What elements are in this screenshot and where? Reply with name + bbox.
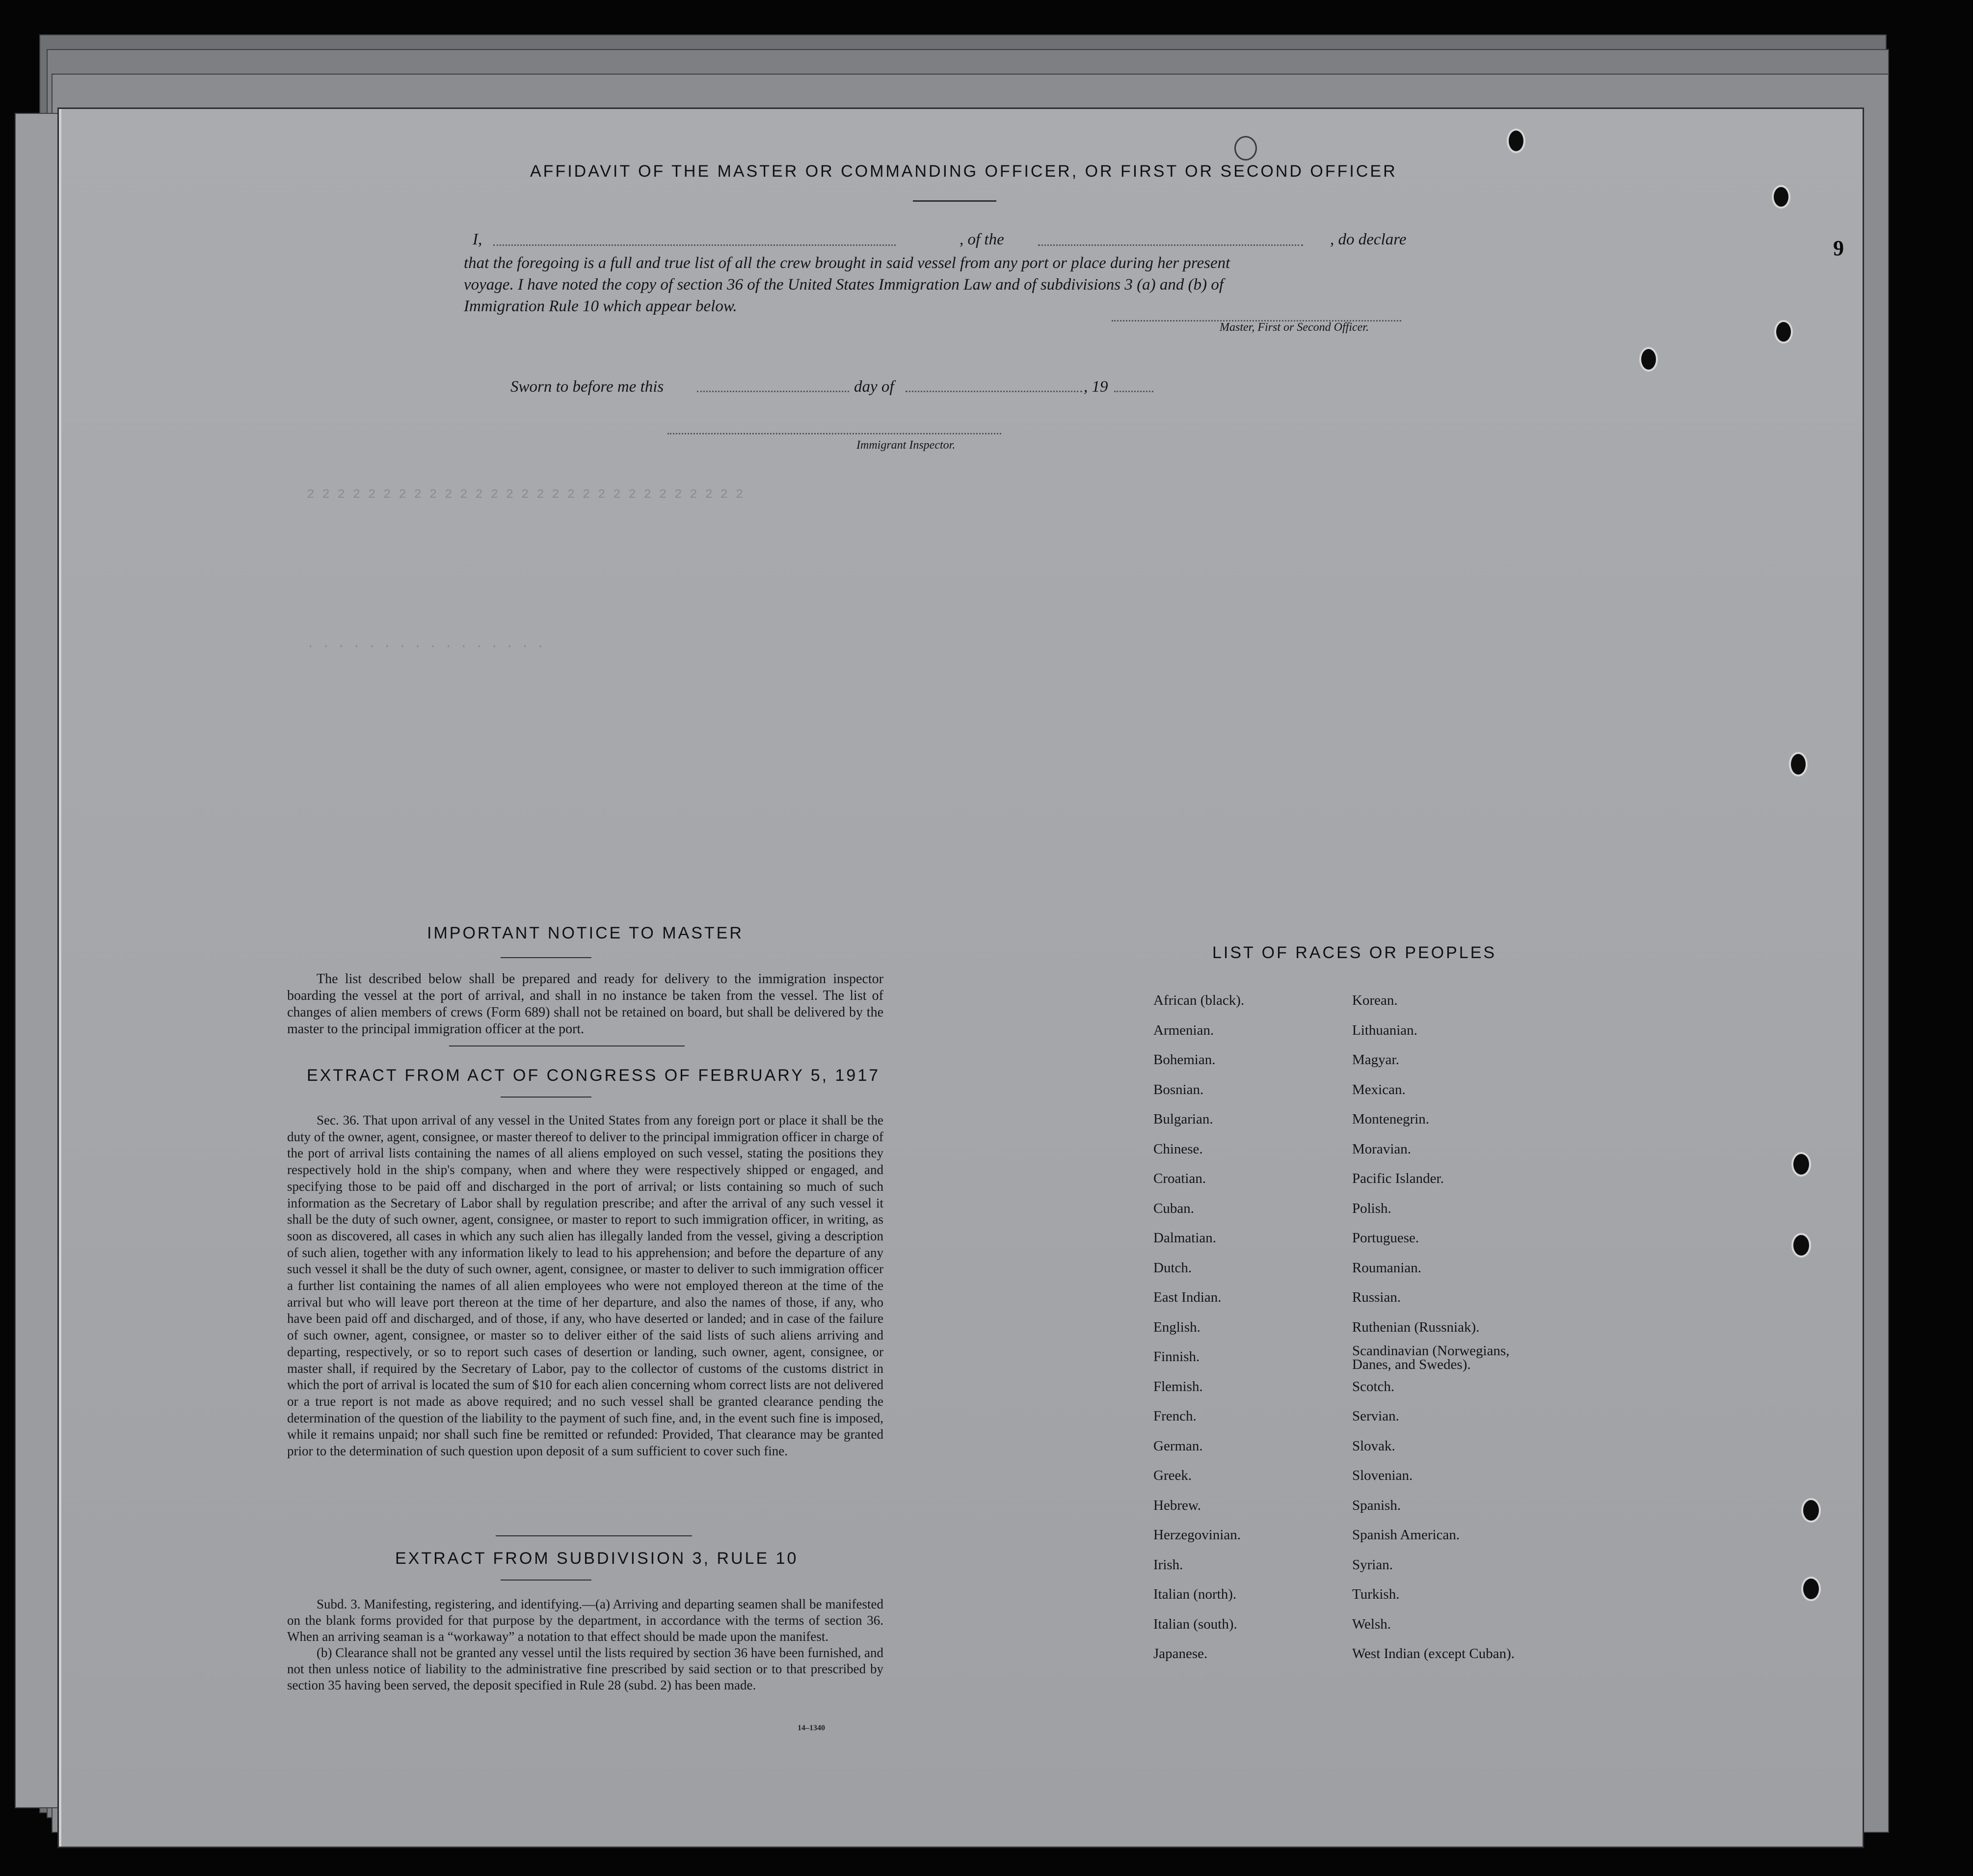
notice-heading: IMPORTANT NOTICE TO MASTER [427, 924, 744, 942]
master-signature-label: Master, First or Second Officer. [1220, 321, 1369, 334]
race-item: Chinese. [1153, 1141, 1203, 1157]
vessel-name-field[interactable] [1038, 244, 1303, 246]
race-item: Bulgarian. [1153, 1111, 1213, 1127]
inspector-label: Immigrant Inspector. [856, 439, 956, 452]
binder-hole [1801, 1498, 1821, 1523]
affidavit-line-4: Immigration Rule 10 which appear below. [464, 297, 737, 315]
race-item: German. [1153, 1438, 1203, 1454]
rule-heading-rule [501, 1580, 591, 1581]
binder-hole [1772, 185, 1790, 209]
act-separator [496, 1535, 692, 1536]
bleed-through-text: · · · · · · · · · · · · · · · · [307, 639, 544, 654]
rule-text [287, 1596, 883, 1693]
race-item: Montenegrin. [1352, 1111, 1430, 1127]
declarant-label: I, [473, 231, 482, 248]
binder-hole [1791, 1233, 1811, 1258]
race-item: Herzegovinian. [1153, 1527, 1241, 1543]
act-heading-rule [501, 1097, 591, 1098]
binder-hole [1639, 347, 1658, 372]
affidavit-heading: AFFIDAVIT OF THE MASTER OR COMMANDING OFFICER, OR FIRST OR SECOND OFFICER [530, 162, 1397, 181]
rule-heading: EXTRACT FROM SUBDIVISION 3, RULE 10 [395, 1549, 799, 1568]
act-heading: EXTRACT FROM ACT OF CONGRESS OF FEBRUARY 5, 1917 [307, 1066, 880, 1085]
binder-hole [1774, 320, 1793, 344]
sworn-year-field[interactable] [1114, 391, 1153, 392]
sworn-month-field[interactable] [906, 391, 1082, 392]
affidavit-line-2: that the foregoing is a full and true list of all the crew brought in said vessel from any port or place during her present [464, 254, 1230, 272]
race-item: Magyar. [1352, 1052, 1399, 1068]
binder-hole [1801, 1577, 1821, 1601]
race-item: French. [1153, 1408, 1197, 1424]
form-number: 14–1340 [798, 1724, 825, 1732]
race-item: Polish. [1352, 1200, 1391, 1216]
race-item: Dalmatian. [1153, 1230, 1217, 1246]
race-item: Japanese. [1153, 1646, 1208, 1662]
race-item: Croatian. [1153, 1171, 1206, 1186]
race-item: Scotch. [1352, 1378, 1395, 1394]
binder-hole [1507, 129, 1525, 153]
race-item: Portuguese. [1352, 1230, 1419, 1246]
race-item: Ruthenian (Russniak). [1352, 1319, 1480, 1335]
year-label: , 19 [1084, 378, 1108, 396]
race-item: Dutch. [1153, 1260, 1192, 1276]
notice-heading-rule [501, 957, 591, 958]
bleed-through-text: 2 2 2 2 2 2 2 2 2 2 2 2 2 2 2 2 2 2 2 2 2 2 2 2 2 2 2 2 2 [307, 487, 744, 502]
sworn-day-field[interactable] [697, 391, 849, 392]
race-item: East Indian. [1153, 1289, 1222, 1305]
race-item: Italian (north). [1153, 1586, 1237, 1602]
race-item: Russian. [1352, 1289, 1401, 1305]
day-of-label: day of [854, 378, 894, 396]
race-item: Roumanian. [1352, 1260, 1421, 1276]
race-item: Greek. [1153, 1468, 1192, 1483]
act-text [287, 1112, 883, 1460]
race-item: Bohemian. [1153, 1052, 1216, 1068]
race-item: Moravian. [1352, 1141, 1411, 1157]
race-item: Irish. [1153, 1556, 1183, 1573]
race-item: Bosnian. [1153, 1081, 1204, 1098]
vessel-of-label: , of the [960, 231, 1004, 248]
affidavit-line-3: voyage. I have noted the copy of section 36 of the United States Immigration Law and of subdivisions 3 (a) and (b) of [464, 276, 1224, 294]
race-item: Mexican. [1352, 1081, 1406, 1098]
races-heading: LIST OF RACES OR PEOPLES [1212, 943, 1497, 962]
document-page [59, 109, 1863, 1847]
race-item: African (black). [1153, 992, 1245, 1008]
race-item: Welsh. [1352, 1616, 1391, 1632]
sworn-label: Sworn to before me this [510, 378, 664, 396]
race-item: Armenian. [1153, 1022, 1214, 1038]
declare-label: , do declare [1330, 231, 1407, 248]
race-item: Pacific Islander. [1352, 1171, 1444, 1186]
race-item: Slovenian. [1352, 1468, 1413, 1483]
notice-paragraph: The list described below shall be prepared and ready for delivery to the immigration inspector boarding the vessel at the port of arrival, and shall in no instance be taken from the vessel. The list of changes of alien members of crews (Form 689) shall not be retained on board, but shall be delivered by the master to the principal immigration officer at the port. [287, 971, 883, 1037]
act-paragraph: Sec. 36. That upon arrival of any vessel in the United States from any foreign port or place it shall be the duty of the owner, agent, consignee, or master thereof to deliver to the principal immigration officer in charge of the port of arrival lists containing the names of all aliens employed on such vessel, stating the positions they respectively hold in the ship's company, when and where they were respectively shipped or engaged, and specifying those to be paid off and discharged in the port of arrival; or lists containing so much of such information as the Secretary of Labor shall by regulation prescribe; and after the arrival of any such vessel it shall be the duty of such owner, agent, consignee, or master to report to such immigration officer, in writing, as soon as discovered, all cases in which any such alien has illegally landed from the vessel, giving a description of such alien, together with any information likely to lead to his apprehension; and before the departure of any such vessel it shall be the duty of such owner, agent, consignee, or master to deliver to such immigration officer a further list containing the names of all alien employees who were not employed thereon at the time of the arrival but who will leave port thereon at the time of her departure, and also the names of those, if any, who have been paid off and discharged, and of those, if any, who have deserted or landed; and in case of the failure of such owner, agent, consignee, or master so to deliver either of the said lists of such aliens arriving and departing, respectively, or so to report such cases of desertion or landing, such owner, agent, consignee, or master shall, if required by the Secretary of Labor, pay to the collector of customs of the customs district in which the port of arrival is located the sum of $10 for each alien concerning whom correct lists are not delivered or a true report is not made as above required; and no such vessel shall be granted clearance pending the determination of the question of the liability to the payment of such fine, and, in the event such fine is imposed, while it remains unpaid; nor shall such fine be remitted or refunded: Provided, That clearance may be granted prior to the determination of such question upon deposit of a sum sufficient to cover such fine. [287, 1113, 883, 1459]
declarant-name-field[interactable] [493, 244, 896, 246]
race-item: Finnish. [1153, 1349, 1200, 1365]
notice-text [287, 971, 883, 1038]
race-item: Scandinavian (Norwegians, Danes, and Swedes). [1352, 1343, 1510, 1372]
rule-paragraph-a: Subd. 3. Manifesting, registering, and identifying.—(a) Arriving and departing seamen shall be manifested on the blank forms provided for that purpose by the department, in accordance with the terms of section 36. When an arriving seaman is a “workaway” a notation to that effect should be made upon the manifest. [287, 1597, 883, 1644]
race-item: Syrian. [1352, 1556, 1393, 1573]
race-item: Flemish. [1153, 1378, 1203, 1394]
binder-hole [1791, 1152, 1811, 1177]
binder-hole [1789, 752, 1808, 777]
race-item: Servian. [1352, 1408, 1399, 1424]
race-item: Cuban. [1153, 1200, 1194, 1216]
race-item: West Indian (except Cuban). [1352, 1646, 1515, 1662]
race-item: Hebrew. [1153, 1497, 1201, 1513]
affidavit-heading-rule [913, 200, 996, 202]
notice-separator [449, 1045, 685, 1046]
race-item: Spanish. [1352, 1497, 1401, 1513]
rule-paragraph-b: (b) Clearance shall not be granted any vessel until the lists required by section 36 have been furnished, and not then unless notice of liability to the administrative fine prescribed by said section or to that prescribed by section 35 having been served, the deposit specified in Rule 28 (subd. 2) has been made. [287, 1645, 883, 1692]
race-item: English. [1153, 1319, 1200, 1335]
inspector-signature-field[interactable] [667, 433, 1001, 434]
race-item: Lithuanian. [1352, 1022, 1417, 1038]
page-number: 9 [1833, 236, 1844, 260]
binder-hole [1234, 136, 1257, 161]
race-item: Turkish. [1352, 1586, 1400, 1602]
race-item: Slovak. [1352, 1438, 1395, 1454]
race-item: Italian (south). [1153, 1616, 1237, 1632]
race-item: Spanish American. [1352, 1527, 1460, 1543]
race-item: Korean. [1352, 992, 1398, 1008]
